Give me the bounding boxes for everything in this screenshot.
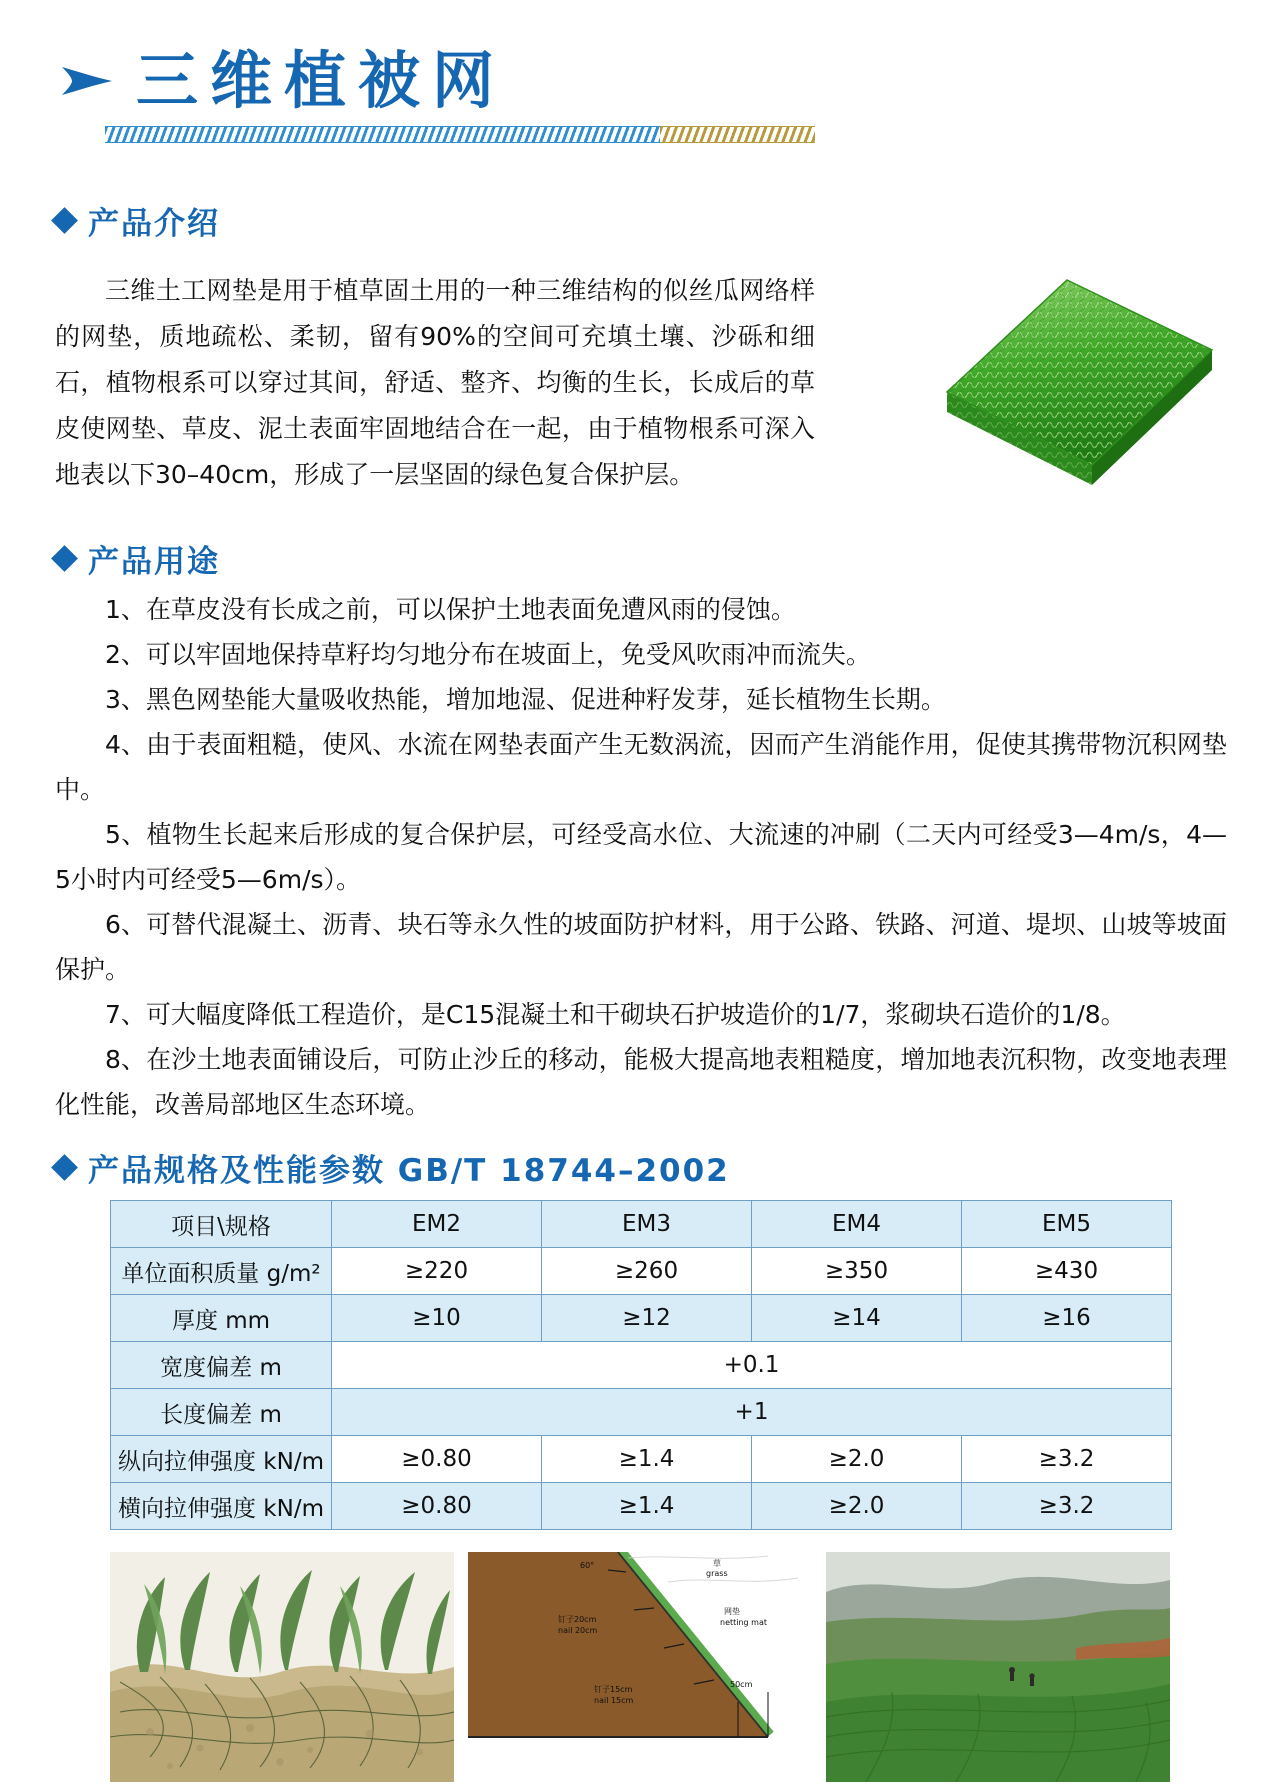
- table-cell: ≥12: [542, 1295, 752, 1342]
- table-cell: ≥1.4: [542, 1436, 752, 1483]
- table-row: [111, 1342, 1172, 1389]
- usage-heading-text: 产品用途: [88, 544, 220, 580]
- diagram-label-angle: 60°: [580, 1561, 595, 1570]
- list-item: 3、黑色网垫能大量吸收热能，增加地湿、促进种籽发芽，延长植物生长期。: [105, 685, 946, 714]
- intro-block: [55, 268, 1227, 518]
- row-label: 长度偏差 m: [111, 1389, 332, 1436]
- table-cell: ≥0.80: [332, 1436, 542, 1483]
- table-cell: +0.1: [332, 1342, 1172, 1389]
- table-cell: ≥350: [752, 1248, 962, 1295]
- column-header: EM5: [962, 1201, 1172, 1248]
- table-cell: ≥0.80: [332, 1483, 542, 1530]
- diagram-label-nail20-en: nail 20cm: [558, 1626, 598, 1635]
- column-header: EM4: [752, 1201, 962, 1248]
- spec-heading: [55, 1145, 1227, 1190]
- table-row: [111, 1248, 1172, 1295]
- table-cell: ≥3.2: [962, 1483, 1172, 1530]
- table-cell: ≥10: [332, 1295, 542, 1342]
- root-cross-section-photo: [110, 1552, 454, 1782]
- row-label: 单位面积质量 g/m²: [111, 1248, 332, 1295]
- row-label: 宽度偏差 m: [111, 1342, 332, 1389]
- page-header: [55, 0, 1227, 180]
- title-row: [55, 44, 1227, 117]
- diamond-bullet-icon: [51, 545, 78, 572]
- diamond-bullet-icon: [51, 1154, 78, 1181]
- intro-paragraph: 三维土工网垫是用于植草固土用的一种三维结构的似丝瓜网络样的网垫，质地疏松、柔韧，留有90%的空间可充填土壤、沙砾和细石，植物根系可以穿过其间，舒适、整齐、均衡的生长，长成后的草皮使网垫、草皮、泥土表面牢固地结合在一起，由于植物根系可深入地表以下30–40cm，形成了一层坚固的绿色复合保护层。: [55, 276, 815, 489]
- column-header: 项目\规格: [111, 1201, 332, 1248]
- diagram-label-mat-cn: 网垫: [724, 1607, 740, 1616]
- diagram-label-nail15-en: nail 15cm: [594, 1696, 634, 1705]
- diagram-label-spacing: 50cm: [730, 1680, 753, 1689]
- table-cell: ≥3.2: [962, 1436, 1172, 1483]
- table-cell: ≥430: [962, 1248, 1172, 1295]
- table-cell: ≥14: [752, 1295, 962, 1342]
- table-cell: ≥1.4: [542, 1483, 752, 1530]
- diagram-label-mat-en: netting mat: [720, 1618, 768, 1627]
- table-cell: ≥2.0: [752, 1483, 962, 1530]
- list-item: 5、植物生长起来后形成的复合保护层，可经受高水位、大流速的冲刷（二天内可经受3—4m/s，4—5小时内可经受5—6m/s）。: [55, 820, 1227, 894]
- diamond-bullet-icon: [51, 207, 78, 234]
- table-row: [111, 1483, 1172, 1530]
- table-cell: +1: [332, 1389, 1172, 1436]
- table-cell: ≥260: [542, 1248, 752, 1295]
- usage-heading: [55, 536, 1227, 581]
- table-header-row: [111, 1201, 1172, 1248]
- diagram-label-grass-cn: 草: [713, 1559, 721, 1568]
- intro-heading-text: 产品介绍: [88, 206, 220, 242]
- table-row: [111, 1295, 1172, 1342]
- spec-table: [110, 1200, 1172, 1530]
- slope-site-photo: [826, 1552, 1170, 1782]
- header-rule: [105, 126, 815, 141]
- table-cell: ≥2.0: [752, 1436, 962, 1483]
- intro-heading: [55, 198, 1227, 243]
- column-header: EM2: [332, 1201, 542, 1248]
- column-header: EM3: [542, 1201, 752, 1248]
- rule-blue-segment: [105, 126, 660, 143]
- list-item: 6、可替代混凝土、沥青、块石等永久性的坡面防护材料，用于公路、铁路、河道、堤坝、山坡等坡面保护。: [55, 910, 1227, 984]
- spec-heading-text: 产品规格及性能参数 GB/T 18744–2002: [88, 1153, 730, 1189]
- list-item: 2、可以牢固地保持草籽均匀地分布在坡面上，免受风吹雨冲而流失。: [105, 640, 871, 669]
- usage-list: [55, 587, 1227, 1127]
- list-item: 7、可大幅度降低工程造价，是C15混凝土和干砌块石护坡造价的1/7，浆砌块石造价的1/8。: [105, 1000, 1126, 1029]
- table-row: [111, 1389, 1172, 1436]
- product-photo: [937, 250, 1227, 520]
- arrow-right-icon: [60, 61, 114, 101]
- rule-gold-segment: [660, 126, 815, 143]
- row-label: 纵向拉伸强度 kN/m: [111, 1436, 332, 1483]
- diagram-label-nail20-cn: 钉子20cm: [558, 1615, 597, 1624]
- list-item: 4、由于表面粗糙，使风、水流在网垫表面产生无数涡流，因而产生消能作用，促使其携带物沉积网垫中。: [55, 730, 1227, 804]
- list-item: 1、在草皮没有长成之前，可以保护土地表面免遭风雨的侵蚀。: [105, 595, 796, 624]
- row-label: 厚度 mm: [111, 1295, 332, 1342]
- page-title: 三维植被网: [136, 44, 507, 117]
- gallery: [110, 1552, 1172, 1782]
- row-label: 横向拉伸强度 kN/m: [111, 1483, 332, 1530]
- list-item: 8、在沙土地表面铺设后，可防止沙丘的移动，能极大提高地表粗糙度，增加地表沉积物，改变地表理化性能，改善局部地区生态环境。: [55, 1045, 1227, 1119]
- table-cell: ≥220: [332, 1248, 542, 1295]
- table-cell: ≥16: [962, 1295, 1172, 1342]
- diagram-label-nail15-cn: 钉子15cm: [594, 1685, 633, 1694]
- table-row: [111, 1436, 1172, 1483]
- diagram-label-grass-en: grass: [706, 1569, 728, 1578]
- slope-installation-diagram-photo: [468, 1552, 812, 1782]
